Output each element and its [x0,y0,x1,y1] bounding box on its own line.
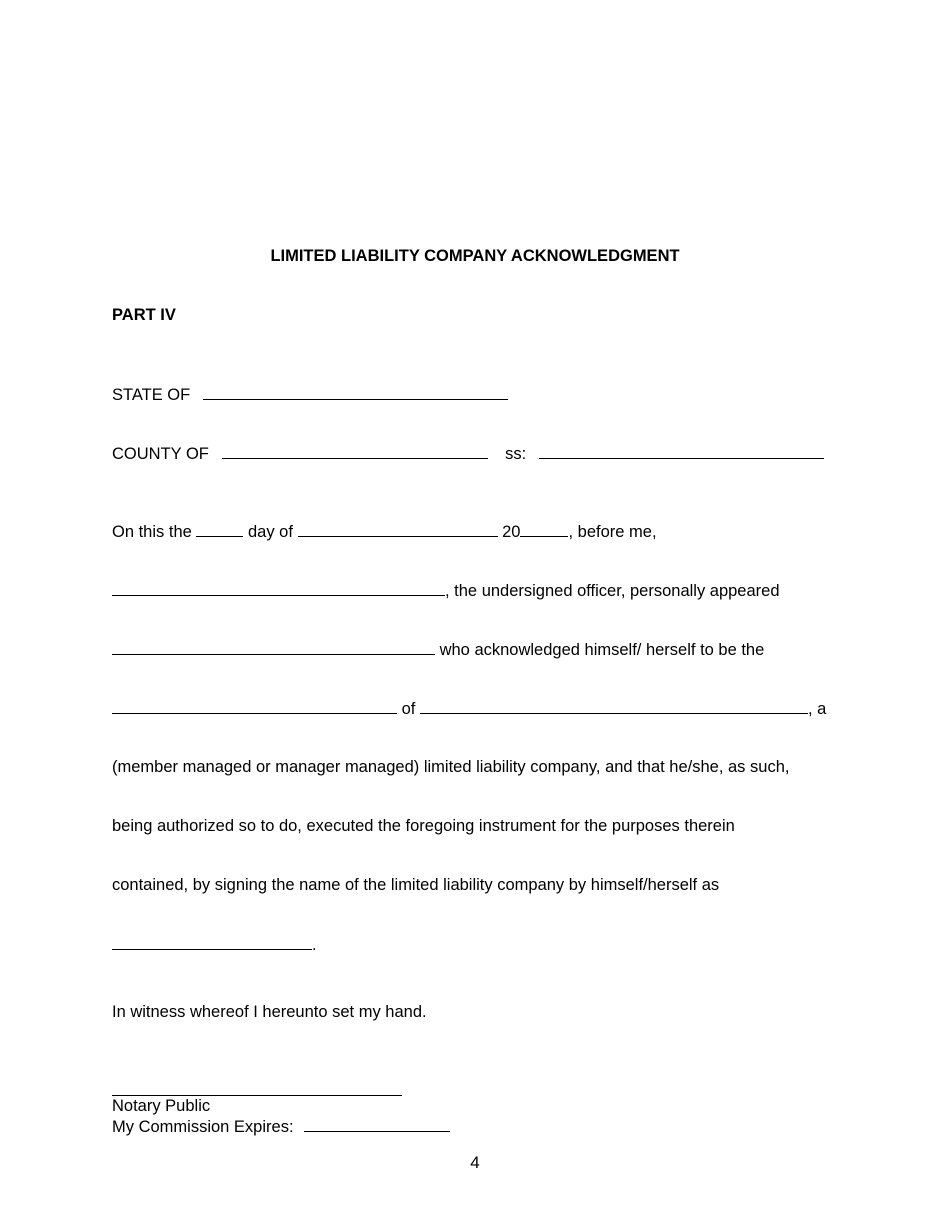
paragraph-line-8 [112,934,317,955]
text-period: . [312,936,317,954]
county-line [112,443,824,464]
paragraph-line-4 [112,698,826,719]
paragraph-line-2 [112,580,780,601]
month-blank[interactable] [298,521,498,537]
paragraph-line-6: being authorized so to do, executed the foregoing instrument for the purposes therein [112,817,735,835]
state-label: STATE OF [112,386,191,404]
notary-label: Notary Public [112,1097,211,1115]
text-day-of: day of [247,523,293,541]
day-blank[interactable] [196,521,243,537]
year-blank[interactable] [520,521,568,537]
witness-line: In witness whereof I hereunto set my hand. [112,1003,427,1021]
text-year-prefix: 20 [502,523,521,541]
text-before-me: , before me, [568,523,657,541]
document-title: LIMITED LIABILITY COMPANY ACKNOWLEDGMENT [270,247,680,265]
paragraph-line-3 [112,639,764,660]
ss-label: ss: [505,445,527,463]
paragraph-line-1 [112,521,657,542]
ss-blank[interactable] [539,443,824,459]
text-comma-a: , a [807,700,827,718]
appeared-name-blank[interactable] [112,639,435,655]
commission-blank[interactable] [304,1116,450,1132]
officer-blank[interactable] [112,580,445,596]
county-label: COUNTY OF [112,445,209,463]
capacity-blank[interactable] [112,934,312,950]
state-line [112,384,508,405]
part-heading: PART IV [112,306,176,324]
company-blank[interactable] [420,698,808,714]
state-blank[interactable] [203,384,508,400]
title-blank[interactable] [112,698,397,714]
notary-signature-blank[interactable] [112,1079,402,1096]
text-on-this-the: On this the [112,523,192,541]
commission-label: My Commission Expires: [112,1118,294,1136]
text-undersigned-officer: , the undersigned officer, personally appeared [445,582,780,600]
county-blank[interactable] [222,443,488,459]
paragraph-line-5: (member managed or manager managed) limited liability company, and that he/she, as such, [112,758,790,776]
text-acknowledged: who acknowledged himself/ herself to be the [439,641,765,659]
paragraph-line-7: contained, by signing the name of the limited liability company by himself/herself as [112,876,720,894]
commission-line [112,1116,450,1137]
text-of: of [401,700,416,718]
page-number: 4 [470,1153,480,1172]
